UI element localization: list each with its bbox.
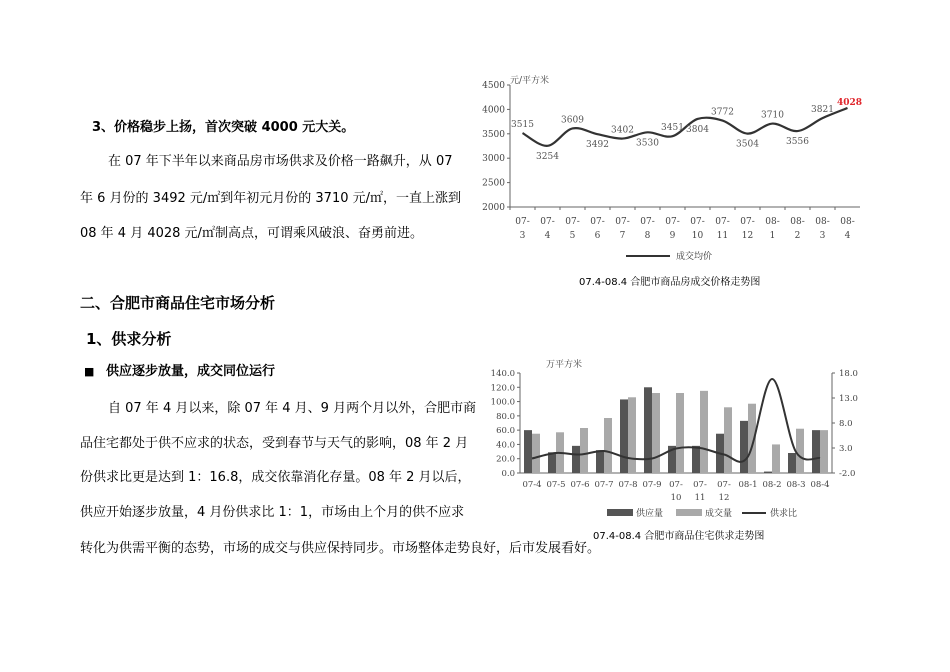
chart2-xtick-label: 11 bbox=[694, 493, 706, 503]
chart2-bar-deal bbox=[772, 444, 780, 473]
chart1-data-label: 3515 bbox=[511, 120, 534, 131]
chart2-ytick-label: 20.0 bbox=[496, 454, 515, 465]
chart2-xtick-label: 07- bbox=[717, 480, 731, 490]
chart1-data-label: 3451 bbox=[661, 123, 684, 134]
chart1-xtick-label: 07- bbox=[590, 217, 605, 227]
chart2-y2tick-label: 3.0 bbox=[839, 444, 853, 454]
chart1-xtick-label: 08- bbox=[815, 217, 830, 227]
chart1-caption: 07.4-08.4 合肥市商品房成交价格走势图 bbox=[579, 277, 761, 288]
chart2-xtick-label: 08-2 bbox=[762, 480, 782, 490]
chart2-bar-supply bbox=[764, 472, 772, 473]
chart2-y2tick-label: 13.0 bbox=[839, 394, 858, 404]
chart2-bar-deal bbox=[676, 393, 684, 473]
chart1-xtick-label: 07- bbox=[690, 217, 705, 227]
chart1-xtick-label: 6 bbox=[594, 231, 601, 241]
chart1-xtick-label: 9 bbox=[669, 231, 676, 241]
chart1-data-label: 3530 bbox=[636, 138, 659, 149]
chart2-bar-deal bbox=[796, 429, 804, 473]
section2-line-4: 供应开始逐步放量，4 月份供求比 1：1，市场由上个月的供不应求 bbox=[80, 505, 465, 520]
chart2-xtick-label: 07-8 bbox=[618, 480, 638, 490]
chart2-bar-supply bbox=[620, 399, 628, 473]
section2-line-3: 份供求比更是达到 1：16.8，成交依靠消化存量。08 年 2 月以后， bbox=[80, 470, 471, 485]
chart1-xtick-label: 07- bbox=[715, 217, 730, 227]
chart1-data-label: 3254 bbox=[536, 151, 559, 162]
chart2-y2tick-label: -2.0 bbox=[839, 469, 856, 479]
chart1-xtick-label: 07- bbox=[640, 217, 655, 227]
chart1-xtick-label: 3 bbox=[819, 231, 826, 241]
chart2-bar-deal bbox=[652, 393, 660, 473]
chart2-bar-supply bbox=[596, 450, 604, 473]
section2-line-1: 自 07 年 4 月以来，除 07 年 4 月、9 月两个月以外，合肥市商 bbox=[108, 401, 477, 416]
chart1-ytick-label: 4000 bbox=[482, 105, 505, 116]
section3-line-3: 08 年 4 月 4028 元/㎡制高点，可谓乘风破浪、奋勇前进。 bbox=[80, 226, 423, 241]
chart1-xtick-label: 08- bbox=[790, 217, 805, 227]
chart1-xtick-label: 4 bbox=[544, 231, 551, 241]
section3-line-2: 年 6 月份的 3492 元/㎡到年初元月份的 3710 元/㎡，一直上涨到 bbox=[80, 191, 461, 206]
chart1-data-label: 3609 bbox=[561, 115, 584, 126]
chart2-xtick-label: 10 bbox=[670, 493, 682, 503]
chart2-xtick-label: 07- bbox=[693, 480, 707, 490]
chart1-xtick-label: 3 bbox=[519, 231, 526, 241]
chart1-xtick-label: 10 bbox=[691, 231, 704, 241]
chart1-legend-label: 成交均价 bbox=[676, 252, 713, 262]
chart2-ytick-label: 0.0 bbox=[501, 469, 515, 479]
chart1-data-label: 4028 bbox=[836, 98, 863, 109]
chart2-bar-supply bbox=[812, 430, 820, 473]
chart2-xtick-label: 08-1 bbox=[738, 480, 758, 490]
chart2-ytick-label: 80.0 bbox=[496, 411, 515, 422]
chart2-bar-deal bbox=[532, 434, 540, 473]
chart1-xtick-label: 2 bbox=[794, 231, 801, 241]
chart2-bar-deal bbox=[724, 407, 732, 473]
chart1-xtick-label: 08- bbox=[765, 217, 780, 227]
chart2-xtick-label: 07-4 bbox=[522, 480, 542, 490]
chart1-ylabel: 元/平方米 bbox=[510, 76, 550, 86]
chart1-ytick-label: 4500 bbox=[482, 81, 505, 91]
chart2-y2tick-label: 8.0 bbox=[839, 419, 853, 429]
chart2-xtick-label: 07-6 bbox=[570, 480, 590, 490]
chart2-xtick-label: 07-7 bbox=[594, 480, 614, 490]
chart1-data-label: 3492 bbox=[586, 140, 609, 151]
chart2-xtick-label: 07-5 bbox=[546, 480, 566, 490]
chart2-bar-deal bbox=[820, 430, 828, 473]
bullet-heading: 供应逐步放量，成交同位运行 bbox=[106, 364, 276, 379]
chart1-data-label: 3772 bbox=[711, 107, 734, 118]
chart2-bar-supply bbox=[788, 453, 796, 473]
bullet-icon: ■ bbox=[84, 365, 95, 378]
chart2-caption: 07.4-08.4 合肥市商品住宅供求走势图 bbox=[593, 531, 765, 542]
chart2-xtick-label: 08-3 bbox=[786, 480, 806, 490]
section2-subheading: 1、供求分析 bbox=[86, 330, 172, 348]
chart2-xtick-label: 07-9 bbox=[642, 480, 662, 490]
chart2-ytick-label: 140.0 bbox=[490, 369, 515, 379]
chart1-ytick-label: 3000 bbox=[482, 154, 505, 165]
chart2-ytick-label: 60.0 bbox=[496, 426, 515, 437]
chart2-legend-swatch-deal bbox=[676, 509, 702, 516]
chart2-xtick-label: 07- bbox=[669, 480, 683, 490]
chart2-ylabel: 万平方米 bbox=[546, 360, 583, 370]
chart1-xtick-label: 07- bbox=[565, 217, 580, 227]
chart2-bar-supply bbox=[740, 421, 748, 473]
chart1-xtick-label: 4 bbox=[844, 231, 851, 241]
chart1-xtick-label: 7 bbox=[619, 231, 626, 241]
chart2-bar-deal bbox=[628, 397, 636, 473]
chart1-xtick-label: 8 bbox=[644, 231, 651, 241]
chart1-xtick-label: 07- bbox=[615, 217, 630, 227]
chart2-xtick-label: 08-4 bbox=[810, 480, 830, 490]
chart2-bar-deal bbox=[580, 428, 588, 473]
chart1-ytick-label: 2000 bbox=[482, 203, 505, 213]
supply-demand-chart bbox=[470, 355, 880, 525]
chart1-data-label: 3556 bbox=[786, 137, 809, 148]
chart2-y2tick-label: 18.0 bbox=[839, 369, 858, 379]
chart2-ytick-label: 100.0 bbox=[490, 397, 515, 408]
chart1-xtick-label: 12 bbox=[741, 231, 754, 241]
chart1-data-label: 3804 bbox=[686, 124, 709, 135]
chart2-ytick-label: 40.0 bbox=[496, 440, 515, 451]
chart2-bar-deal bbox=[700, 391, 708, 473]
chart2-legend-swatch-supply bbox=[607, 509, 633, 516]
chart2-bar-deal bbox=[604, 418, 612, 473]
chart1-data-label: 3402 bbox=[611, 125, 634, 136]
chart2-bar-supply bbox=[548, 452, 556, 473]
chart1-ytick-label: 2500 bbox=[482, 178, 505, 189]
chart1-xtick-label: 07- bbox=[515, 217, 530, 227]
chart2-ytick-label: 120.0 bbox=[490, 383, 515, 394]
chart2-bar-supply bbox=[524, 430, 532, 473]
chart2-legend-supply: 供应量 bbox=[636, 509, 664, 519]
chart1-xtick-label: 07- bbox=[665, 217, 680, 227]
chart1-xtick-label: 1 bbox=[769, 231, 776, 241]
section3-line-1: 在 07 年下半年以来商品房市场供求及价格一路飙升，从 07 bbox=[108, 154, 453, 169]
section2-heading: 二、合肥市商品住宅市场分析 bbox=[80, 294, 276, 312]
chart1-data-label: 3504 bbox=[736, 139, 759, 150]
section2-line-5: 转化为供需平衡的态势，市场的成交与供应保持同步。市场整体走势良好，后市发展看好。 bbox=[80, 541, 601, 556]
chart1-xtick-label: 5 bbox=[569, 231, 576, 241]
price-trend-chart bbox=[460, 70, 880, 270]
chart2-legend-deal: 成交量 bbox=[705, 509, 733, 519]
chart1-xtick-label: 07- bbox=[740, 217, 755, 227]
chart1-xtick-label: 07- bbox=[540, 217, 555, 227]
chart1-data-label: 3821 bbox=[811, 105, 834, 116]
section3-heading: 3、价格稳步上扬，首次突破 4000 元大关。 bbox=[92, 120, 355, 135]
chart1-xtick-label: 11 bbox=[716, 231, 729, 241]
section2-line-2: 品住宅都处于供不应求的状态，受到春节与天气的影响，08 年 2 月 bbox=[80, 436, 469, 451]
chart1-ytick-label: 3500 bbox=[482, 129, 505, 140]
chart2-bar-supply bbox=[692, 446, 700, 473]
chart2-xtick-label: 12 bbox=[718, 493, 730, 503]
chart1-xtick-label: 08- bbox=[840, 217, 855, 227]
chart1-data-label: 3710 bbox=[761, 110, 784, 121]
chart2-bar-supply bbox=[572, 446, 580, 473]
chart2-legend-ratio: 供求比 bbox=[770, 509, 798, 519]
